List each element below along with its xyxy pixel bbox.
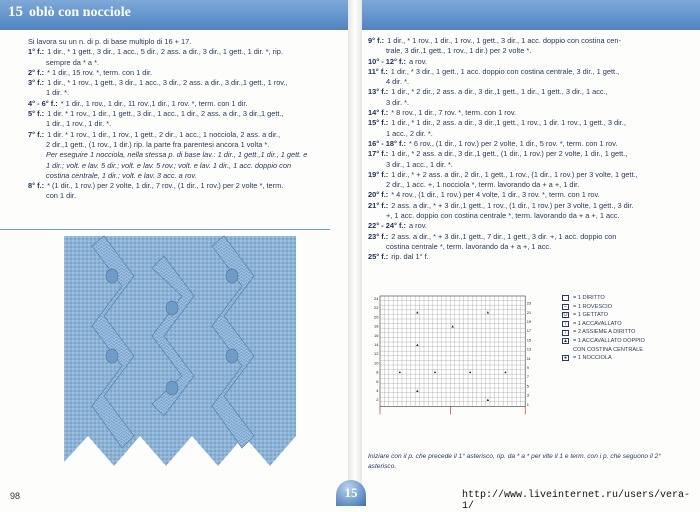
instruction-row <box>28 99 340 109</box>
chart-row-label-even: 22 <box>374 305 379 311</box>
chart-row-label-even: 10 <box>374 360 379 366</box>
instruction-row <box>368 67 674 77</box>
row-text: 2 ass. a dir., * + 3 dir.,1 gett., 7 dir., 1 gett., 3 dir. +, 1 acc. doppio con <box>391 231 617 241</box>
row-text: * (1 dir., 1 rov.) per 2 volte, 1 dir., 7 rov., (1 dir., 1 rov.) per 2 volte *, term. <box>47 181 284 191</box>
instruction-row <box>368 242 674 252</box>
legend-symbol-icon: – <box>562 304 569 310</box>
row-text: * 8 rov., 1 dir., 7 rov. *, term. con 1 rov. <box>391 108 517 118</box>
instruction-row <box>28 181 340 191</box>
chart-note: Iniziare con il p. che precede il 1° asterisco, rip. da * a * per vlte il 1 e term. con i p. che seguono il 2° asterisco. <box>368 453 661 470</box>
row-text: * 1 dir., 1 rov., 1 dir., 11 rov.,1 dir., 1 rov. *, term. con 1 dir. <box>60 98 248 108</box>
chart-legend <box>562 294 692 363</box>
row-number: 16° - 18° f.: <box>368 138 406 148</box>
legend-item <box>562 311 692 320</box>
instruction-row <box>368 139 674 149</box>
left-row-list <box>28 47 340 201</box>
chart-symbol: ▲ <box>485 397 490 402</box>
chart-symbol: ▲ <box>485 309 490 315</box>
legend-label: = 1 NOCCIOLA <box>573 355 612 362</box>
chart-row-label-even: 12 <box>374 351 379 357</box>
instruction-row <box>28 150 340 160</box>
instruction-row <box>368 108 674 118</box>
row-text: sempre da * a *. <box>46 57 99 67</box>
row-text: trale, 3 dir.,1 gett., 1 rov., 1 dir.) per 2 volte *. <box>386 46 532 56</box>
instruction-row <box>28 140 340 150</box>
chart-row-label-even: 14 <box>374 342 379 347</box>
chart-symbol: ● <box>504 369 507 375</box>
instruction-row <box>368 98 674 108</box>
row-text: rip. dal 1° f. <box>391 252 429 262</box>
row-number: 5° f.: <box>28 109 45 119</box>
knitted-swatch-photo <box>64 236 296 468</box>
row-text: 1 dir., * 1 rov., 1 dir., 1 rov., 1 gett., 3 dir., 1 acc. doppio con costina cen- <box>387 36 621 45</box>
row-text: 1 dir., * + 2 ass. a dir., 2 dir., 1 gett., 1 rov., (1 dir., 1 rov.) per 3 volte, 1 gett., <box>391 169 638 179</box>
chart-row-label-even: 16 <box>374 332 379 338</box>
page-spine <box>348 0 362 505</box>
chart-symbol: ● <box>398 369 402 375</box>
chart-row-label-even: 8 <box>376 369 379 375</box>
chart-row-label-even: 2 <box>376 397 379 403</box>
row-number: 1° f.: <box>28 47 45 57</box>
legend-symbol-icon: O <box>563 312 568 319</box>
legend-symbol-icon: / <box>562 330 569 336</box>
row-number: 17° f.: <box>368 149 389 159</box>
legend-item <box>562 354 692 363</box>
chart-row-label-even: 18 <box>374 323 379 329</box>
row-text: 1 dir., * 2 dir., 2 ass. a dir., 3 dir.,1 gett., 1 dir., 1 gett., 3 dir., 1 acc., <box>391 87 608 97</box>
row-number: 7° f.: <box>28 129 45 139</box>
knitting-chart <box>368 292 538 414</box>
chart-row-label-odd: 19 <box>526 319 532 324</box>
section-divider <box>0 229 330 230</box>
legend-symbol-icon <box>562 295 569 301</box>
row-text: 1 dir. *. <box>46 88 70 98</box>
legend-label: = 2 ASSIEME A DIRITTO <box>573 329 636 336</box>
row-text: 4 dir. *. <box>386 77 410 87</box>
chart-row-label-odd: 7 <box>526 374 529 380</box>
instruction-row <box>368 211 674 221</box>
row-number: 4° - 6° f.: <box>28 98 58 108</box>
instruction-row <box>368 36 674 46</box>
row-text: 1 dir. * 1 rov., 1 dir., 1 gett., 3 dir., 1 acc., 1 dir., 2 ass. a dir., 3 dir.,1 gett., <box>47 109 284 119</box>
chart-symbol: ▲ <box>415 309 420 315</box>
instruction-row <box>368 118 674 128</box>
row-number: 8° f.: <box>28 181 45 191</box>
instruction-row <box>368 149 674 159</box>
row-text: 3 dir., 1 acc., 1 dir. *. <box>386 159 453 169</box>
chart-symbol: ● <box>468 369 472 375</box>
row-text: * 4 rov., (1 dir., 1 rov.) per 4 volte, 1 dir., 3 rov. *, term. con 1 rov. <box>391 190 600 200</box>
page-number: 98 <box>10 491 21 501</box>
row-text: * 6 rov., (1 dir., 1 rov.) per 2 volte, 1 dir., 5 rov. *, term. con 1 rov. <box>408 138 618 148</box>
instruction-row <box>368 190 674 200</box>
chart-row-label-odd: 3 <box>526 392 529 398</box>
chart-row-label-odd: 17 <box>526 328 532 334</box>
chart-symbol: ▲ <box>415 387 420 393</box>
row-text: 3 dir. *. <box>386 97 410 107</box>
instruction-row <box>368 252 674 262</box>
pattern-name: oblò con nocciole <box>29 5 131 20</box>
chart-symbol: ● <box>433 369 437 375</box>
row-text: 2 dir., 1 acc. +, 1 nocciola *, term. lavorando da + a +, 1 dir. <box>386 180 580 190</box>
row-number: 11° f.: <box>368 66 388 76</box>
row-number: 3° f.: <box>28 78 45 88</box>
instruction-row <box>368 87 674 97</box>
chart-row-label-odd: 15 <box>526 337 532 343</box>
row-number: 22° - 24° f.: <box>368 221 406 231</box>
row-number: 2° f.: <box>28 67 45 77</box>
instruction-row <box>368 201 674 211</box>
row-text: 1 dir., * 1 rov., 1 gett., 3 dir., 1 acc., 3 dir., 2 ass. a dir., 3 dir.,1 gett., 1 rov., <box>47 78 288 88</box>
legend-label: = 1 GETTATO <box>573 312 608 319</box>
legend-label: = 1 DIRITTO <box>573 295 605 301</box>
legend-symbol-icon: ● <box>563 355 568 362</box>
instruction-row <box>368 160 674 170</box>
instruction-row <box>28 88 340 98</box>
instruction-row <box>28 161 340 171</box>
instruction-row <box>28 47 340 57</box>
legend-item <box>562 328 692 337</box>
instruction-row <box>368 221 674 231</box>
instructions-right <box>368 36 674 263</box>
row-text: 1 dir., * 1 dir., 2 ass. a dir., 3 dir.,1 gett., 1 rov., 1 dir. 1 rov., 1 gett., 3 dir., <box>391 118 626 128</box>
instruction-row <box>368 232 674 242</box>
row-text: 1 acc., 2 dir. *. <box>386 128 433 138</box>
row-text: a rov. <box>408 56 427 66</box>
source-url[interactable]: http://www.liveinternet.ru/users/vera-1/ <box>462 490 691 512</box>
chart-row-label-even: 20 <box>374 314 379 320</box>
instruction-row <box>28 130 340 140</box>
chart-row-label-even: 24 <box>374 296 379 301</box>
chart-row-label-odd: 23 <box>526 300 532 306</box>
chart-row-label-odd: 13 <box>526 346 532 352</box>
instruction-row <box>368 180 674 190</box>
legend-label: = 1 ACCAVALLATO DOPPIO <box>573 337 645 344</box>
chart-symbol: ▲ <box>450 323 455 329</box>
chart-row-label-even: 6 <box>376 378 379 384</box>
row-number: 25° f.: <box>368 252 389 262</box>
row-text: 2 ass. a dir., * + 3 dir.,1 gett., 1 rov., (1 dir., 1 rov.) per 3 volte, 1 gett., 3 dir. <box>391 200 634 210</box>
pattern-number: 15 <box>8 4 23 20</box>
row-text: +, 1 acc. doppio con costina centrale *, term. lavorando da + a +, 1 acc. <box>386 211 620 221</box>
row-text: 1 dir. * 1 rov., 1 dir., 1 rov., 1 gett., 2 dir., 1 acc., 1 nocciola, 2 ass. a dir., <box>47 129 281 139</box>
row-text: 1 dir., * 2 ass. a dir., 3 dir.,1 gett., (1 dir., 1 rov.) per 2 volte, 1 dir., 1 gett., <box>391 149 628 159</box>
chart-row-label-odd: 9 <box>526 365 529 370</box>
row-number: 14° f.: <box>368 108 389 118</box>
row-number: 13° f.: <box>368 87 389 97</box>
intro-line: Si lavora su un n. di p. di base multiplo di 16 + 17. <box>28 37 192 46</box>
row-number: 20° f.: <box>368 190 389 200</box>
row-text: costina centrale *, term. lavorando da + a +, 1 acc. <box>386 241 552 251</box>
page-badge: 15 <box>336 480 366 506</box>
instruction-row <box>28 109 340 119</box>
instruction-row <box>368 170 674 180</box>
row-text: * 1 dir., 15 rov. *, term. con 1 dir. <box>47 67 153 77</box>
instruction-row <box>28 68 340 78</box>
row-text: 1 dir., 1 rov., 1 dir. *. <box>46 119 112 129</box>
instruction-row <box>368 57 674 67</box>
legend-symbol-icon: \ <box>562 321 569 327</box>
row-number: 21° f.: <box>368 200 389 210</box>
instruction-row <box>28 171 340 181</box>
row-number: 9° f.: <box>368 36 385 45</box>
row-text: 1 dir., * 1 gett., 3 dir., 1 acc., 5 dir., 2 ass. a dir., 3 dir., 1 gett., 1 dir. *, rip. <box>47 47 283 57</box>
chart-symbol: ▲ <box>415 341 420 347</box>
pattern-title <box>8 4 131 21</box>
row-text: 1 dir., * 3 dir., 1 gett., 1 acc. doppio con costina centrale, 3 dir., 1 gett., <box>390 66 620 76</box>
row-text: costina centrale, 1 dir.; volt. e lav. 3 acc. a rov. <box>46 170 197 180</box>
chart-row-label-odd: 1 <box>526 401 529 407</box>
chart-row-label-odd: 11 <box>526 355 531 361</box>
row-text: Per eseguire 1 nocciola, nella stessa p. di base lav.: 1 dir., 1 gett.,1 dir., 1 gett. e <box>46 150 308 160</box>
instruction-row <box>368 129 674 139</box>
row-number: 23° f.: <box>368 231 389 241</box>
legend-item <box>562 320 692 329</box>
instruction-row <box>368 77 674 87</box>
chart-row-label-odd: 5 <box>526 383 529 389</box>
instruction-row <box>28 58 340 68</box>
row-text: 1 dir.; volt. e lav. 5 dir.; volt. e lav. 5 rov.; volt. e lav. 1 dir., 1 acc. doppio con <box>46 160 292 170</box>
instructions-left <box>28 37 340 202</box>
legend-label: CON COSTINA CENTRALE <box>573 346 643 353</box>
row-text: con 1 dir. <box>46 191 76 201</box>
row-number: 15° f.: <box>368 118 389 128</box>
legend-item <box>562 337 692 346</box>
legend-label: = 1 ROVESCIO <box>573 303 613 310</box>
instruction-row <box>28 119 340 129</box>
row-text: 2 dir.,1 gett., (1 rov., 1 dir.) rip. la parte fra parentesi ancora 1 volta *. <box>46 139 270 149</box>
row-text: a rov. <box>408 221 427 231</box>
legend-label: = 1 ACCAVALLATO <box>573 320 622 327</box>
legend-item <box>562 294 692 303</box>
row-number: 19° f.: <box>368 169 389 179</box>
instruction-row <box>28 191 340 201</box>
row-number: 10° - 12° f.: <box>368 56 406 66</box>
legend-item <box>562 346 692 355</box>
legend-symbol-icon: ▲ <box>563 338 568 345</box>
chart-row-label-odd: 21 <box>526 309 532 315</box>
instruction-row <box>368 46 674 56</box>
chart-grid <box>380 296 525 414</box>
instruction-row <box>28 78 340 88</box>
legend-item <box>562 303 692 312</box>
chart-row-label-even: 4 <box>376 388 379 393</box>
right-row-list <box>368 36 674 263</box>
